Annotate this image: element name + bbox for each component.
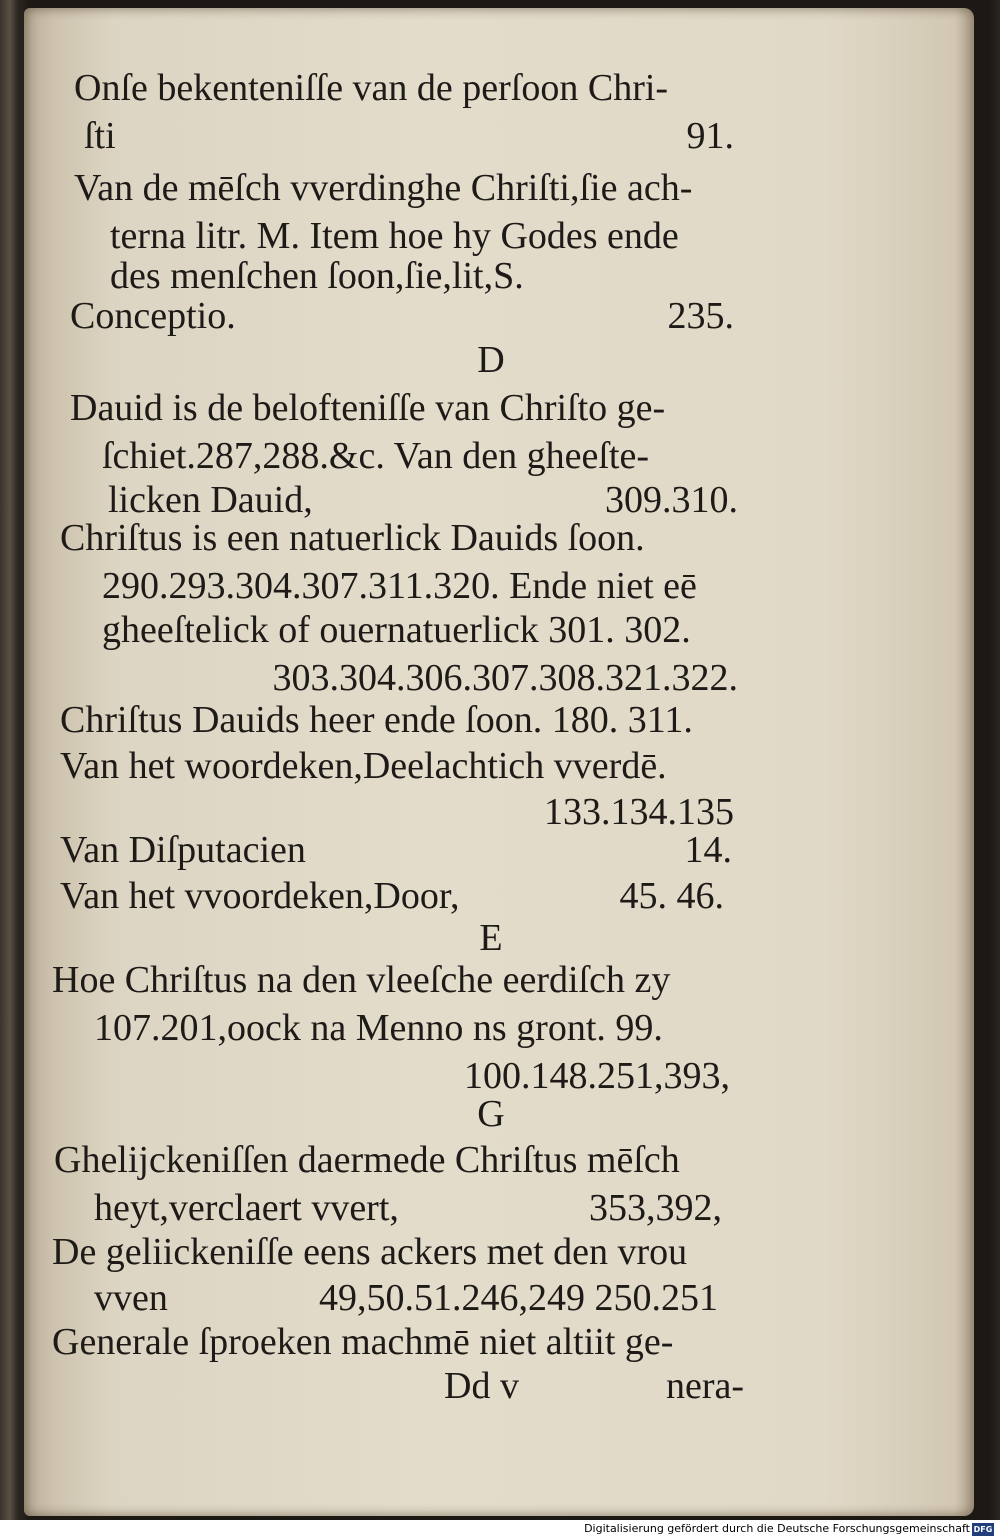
dfg-logo: DFG	[973, 1525, 993, 1534]
entry-text: vven	[94, 1277, 168, 1319]
entry-text: Van het woordeken,Deelachtich vverdē.	[60, 745, 667, 787]
entry-text: Generale ſproeken machmē niet altiit ge-	[52, 1321, 674, 1363]
section-letter-text: E	[479, 917, 503, 959]
entry-text: Chriſtus Dauids heer ende ſoon. 180. 311.	[60, 699, 693, 741]
entry-text: Dauid is de belofteniſſe van Chriſto ge-	[70, 387, 666, 429]
page-reference: 133.134.135	[544, 791, 734, 833]
book-page	[24, 8, 974, 1516]
entry-text: Hoe Chriſtus na den vleeſche eerdiſch zy	[52, 959, 671, 1001]
entry-text: ſchiet.287,288.&c. Van den gheeſte-	[102, 435, 649, 477]
entry-text: terna litr. M. Item hoe hy Godes ende	[110, 215, 679, 257]
entry-text: Van de mēſch vverdinghe Chriſti,ſie ach-	[74, 167, 693, 209]
entry-text: heyt,verclaert vvert,	[94, 1187, 399, 1229]
entry-text: Van het vvoordeken,Door,	[60, 875, 460, 917]
page-reference: 14.	[684, 829, 732, 871]
entry-text: 290.293.304.307.311.320. Ende niet eē	[102, 565, 697, 607]
section-letter-text: G	[477, 1093, 505, 1135]
page-reference: 100.148.251,393,	[464, 1055, 730, 1097]
entry-text: Onſe bekenteniſſe van de perſoon Chri-	[74, 67, 669, 109]
entry-text: Chriſtus is een natuerlick Dauids ſoon.	[60, 517, 645, 559]
page-reference: 303.304.306.307.308.321.322.	[272, 657, 738, 699]
page-reference: 49,50.51.246,249 250.251	[319, 1277, 718, 1319]
entry-text: des menſchen ſoon,ſie,lit,S.	[110, 255, 524, 297]
page-reference: nera-	[665, 1365, 744, 1407]
page-reference: 353,392,	[589, 1187, 722, 1229]
entry-text: 107.201,oock na Menno ns gront. 99.	[94, 1007, 663, 1049]
entry-text: Dd v	[444, 1365, 519, 1407]
entry-text: Conceptio.	[70, 295, 236, 337]
page-reference: 45. 46.	[619, 875, 724, 917]
page-reference: 91.	[686, 115, 734, 157]
entry-text: licken Dauid,	[108, 479, 313, 521]
page-reference: 235.	[667, 295, 734, 337]
entry-text: gheeſtelick of ouernatuerlick 301. 302.	[102, 609, 691, 651]
entry-text: Ghelijckeniſſen daermede Chriſtus mēſch	[54, 1139, 680, 1181]
entry-text: De geliickeniſſe eens ackers met den vrou	[52, 1231, 688, 1273]
section-letter-text: D	[477, 339, 505, 381]
entry-text: Van Diſputacien	[60, 829, 306, 871]
entry-text: ſti	[84, 115, 116, 157]
digitization-credit: Digitalisierung gefördert durch die Deutsche Forschungsgemeinschaft	[584, 1522, 970, 1535]
page-reference: 309.310.	[605, 479, 738, 521]
